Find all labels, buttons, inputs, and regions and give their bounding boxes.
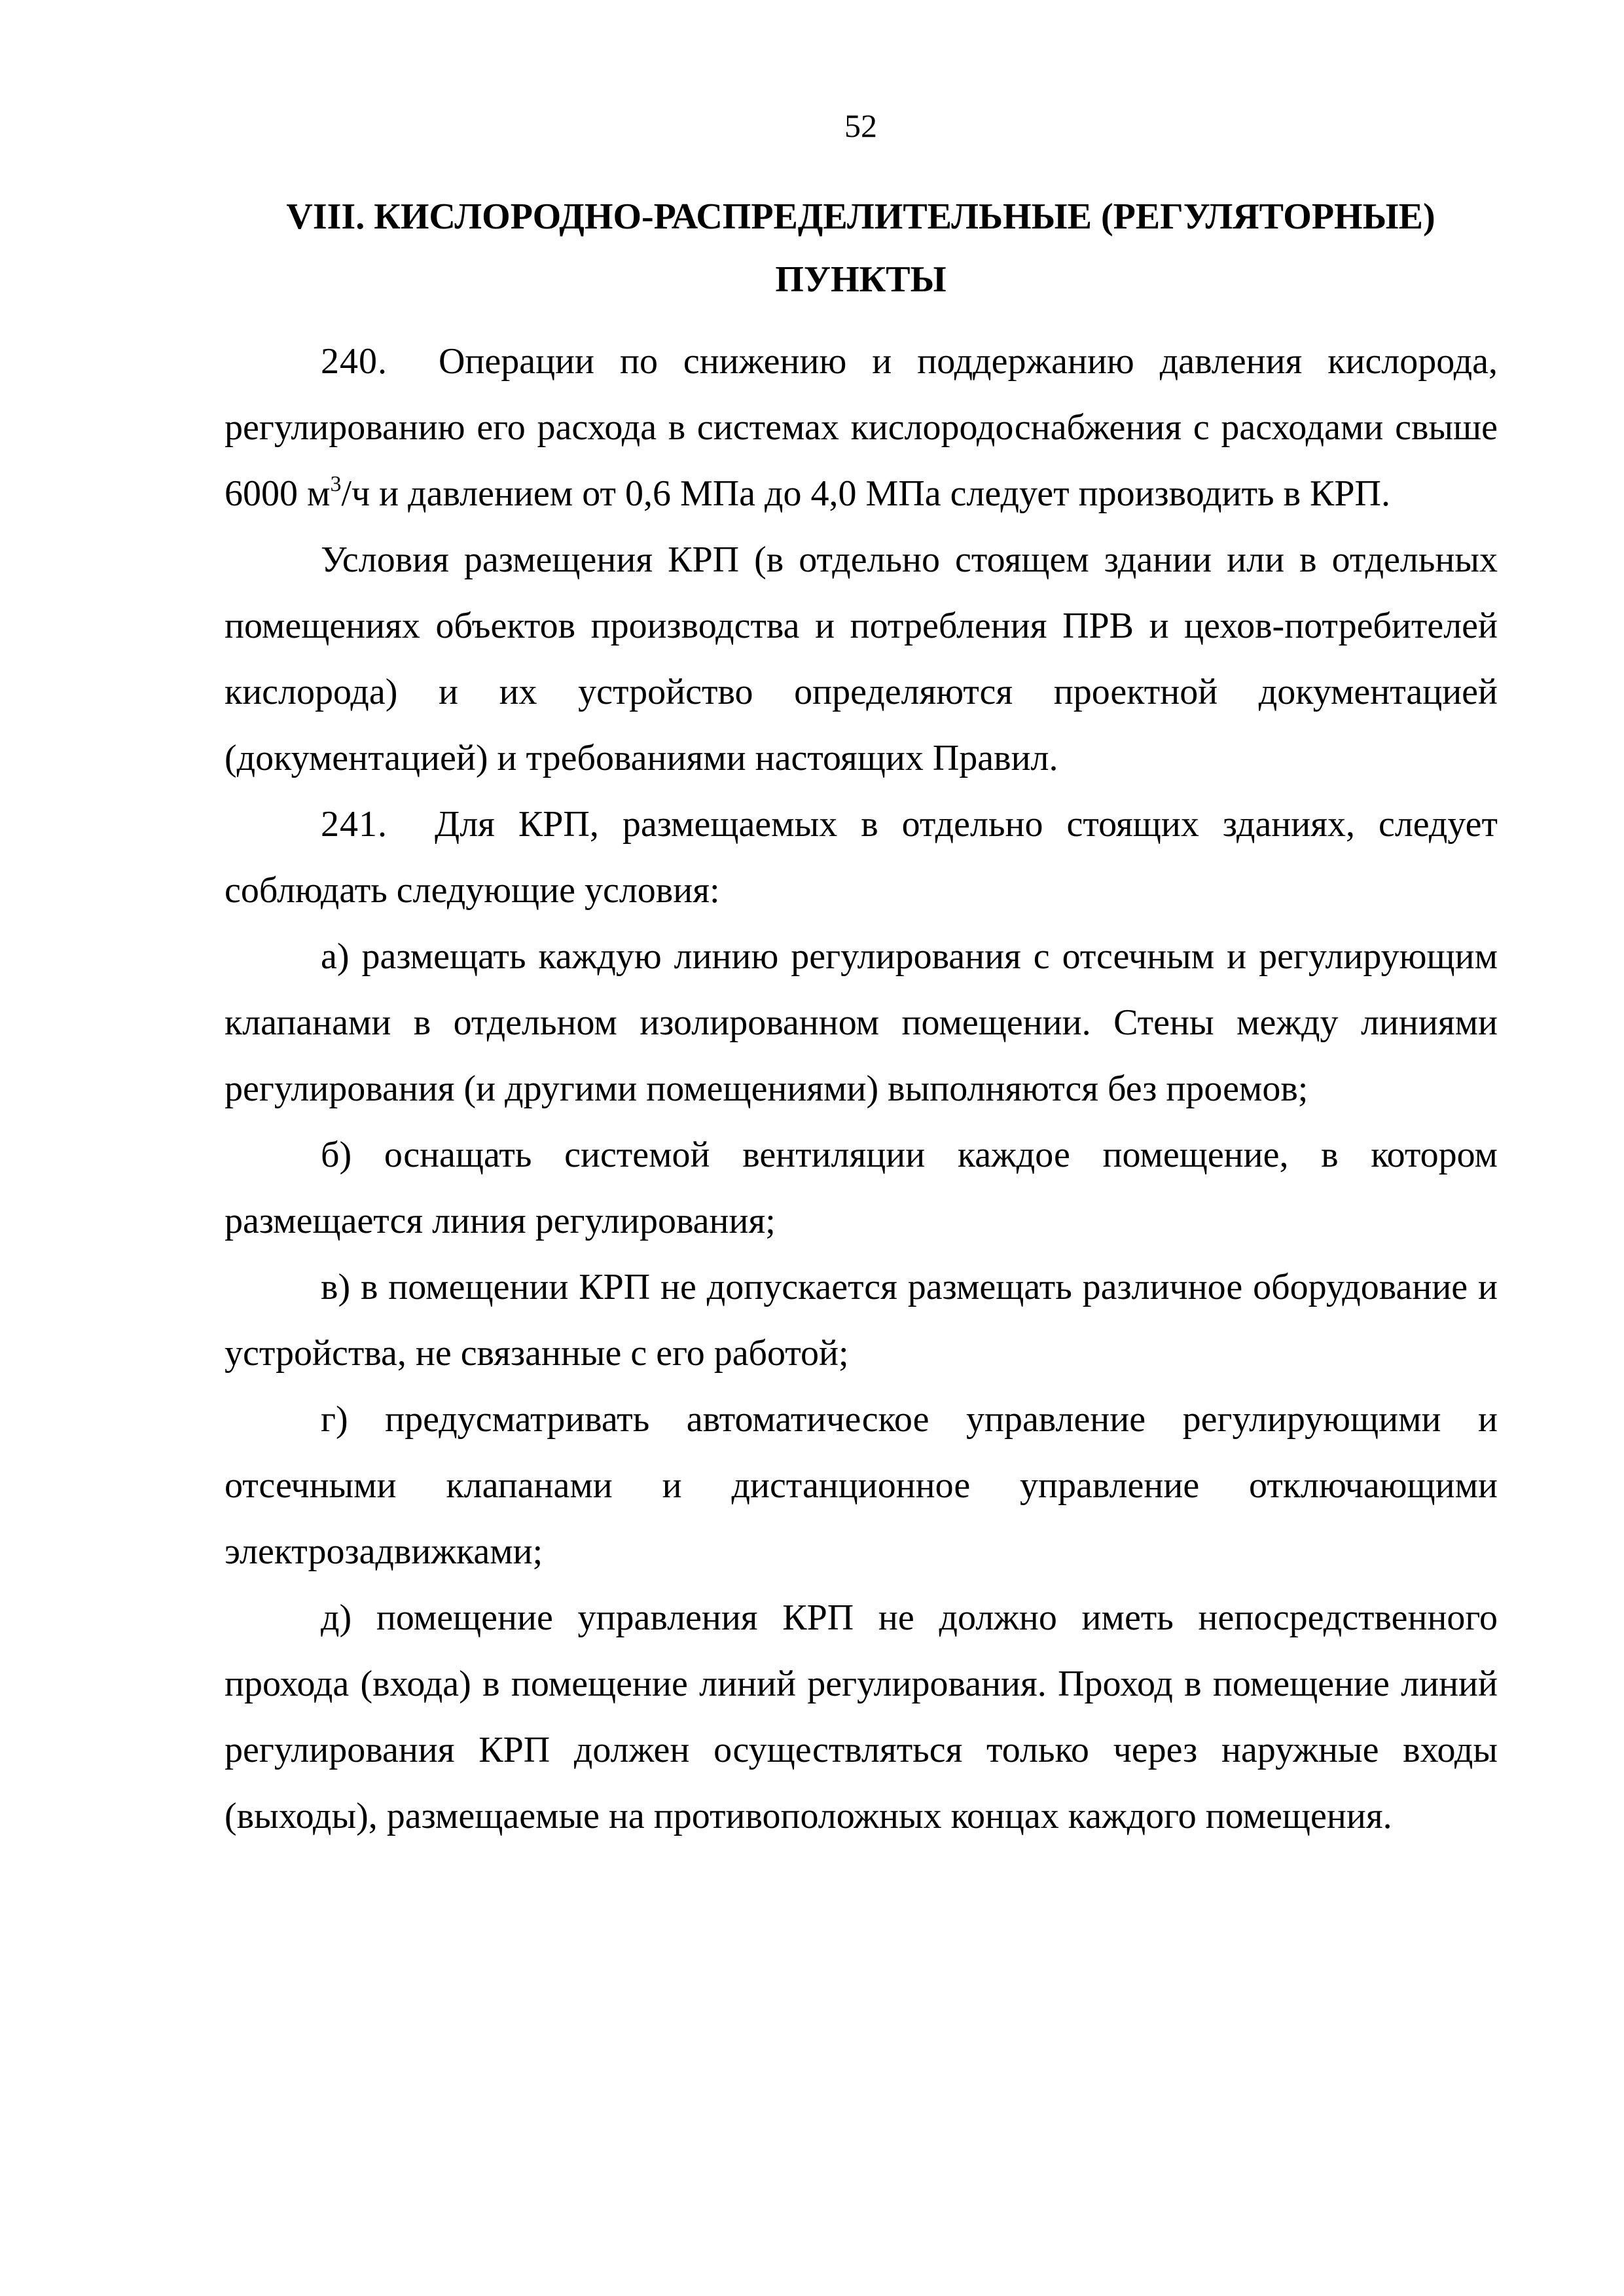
paragraph-241 [225,792,1498,924]
list-item-b: б) оснащать системой вентиляции каждое помещение, в котором размещается линия регулирования; [225,1135,1498,1241]
clause-number: 240. [321,341,388,382]
list-item-v: в) в помещении КРП не допускается размещать различное оборудование и устройства, не связанные с его работой; [225,1267,1498,1374]
list-item-a: а) размещать каждую линию регулирования с отсечным и регулирующим клапанами в отдельном изолированном помещении. Стены между линиями регулирования (и другими помещениями) выполняются без проемов; [225,936,1498,1109]
document-body [225,329,1498,1850]
clause-number: 241. [321,804,388,845]
paragraph-240 [225,329,1498,527]
paragraph-text: /ч и давлением от 0,6 МПа до 4,0 МПа следует производить в КРП. [341,473,1390,514]
list-item-d: д) помещение управления КРП не должно иметь непосредственного прохода (входа) в помещение линий регулирования. Проход в помещение линий регулирования КРП должен осуществляться только через наружные входы (выходы), размещаемые на противоположных концах каждого помещения. [225,1597,1498,1836]
list-item-g: г) предусматривать автоматическое управление регулирующими и отсечными клапанами и дистанционное управление отключающими электрозадвижками; [225,1399,1498,1572]
superscript: 3 [330,472,342,496]
paragraph-placement-conditions: Условия размещения КРП (в отдельно стоящем здании или в отдельных помещениях объектов производства и потребления ПРВ и цехов-потребителей кислорода) и их устройство определяются проектной документацией (документацией) и требованиями настоящих Правил. [225,539,1498,778]
page-number: 52 [844,107,877,144]
section-heading: VIII. КИСЛОРОДНО-РАСПРЕДЕЛИТЕЛЬНЫЕ (РЕГУЛЯТОРНЫЕ) ПУНКТЫ [286,196,1435,300]
paragraph-text: Операции по снижению и поддержанию давления кислорода, регулированию его расхода в системах кислородоснабжения с расходами свыше 6000 м [225,341,1498,514]
paragraph-text: Для КРП, размещаемых в отдельно стоящих зданиях, следует соблюдать следующие условия: [225,804,1498,911]
